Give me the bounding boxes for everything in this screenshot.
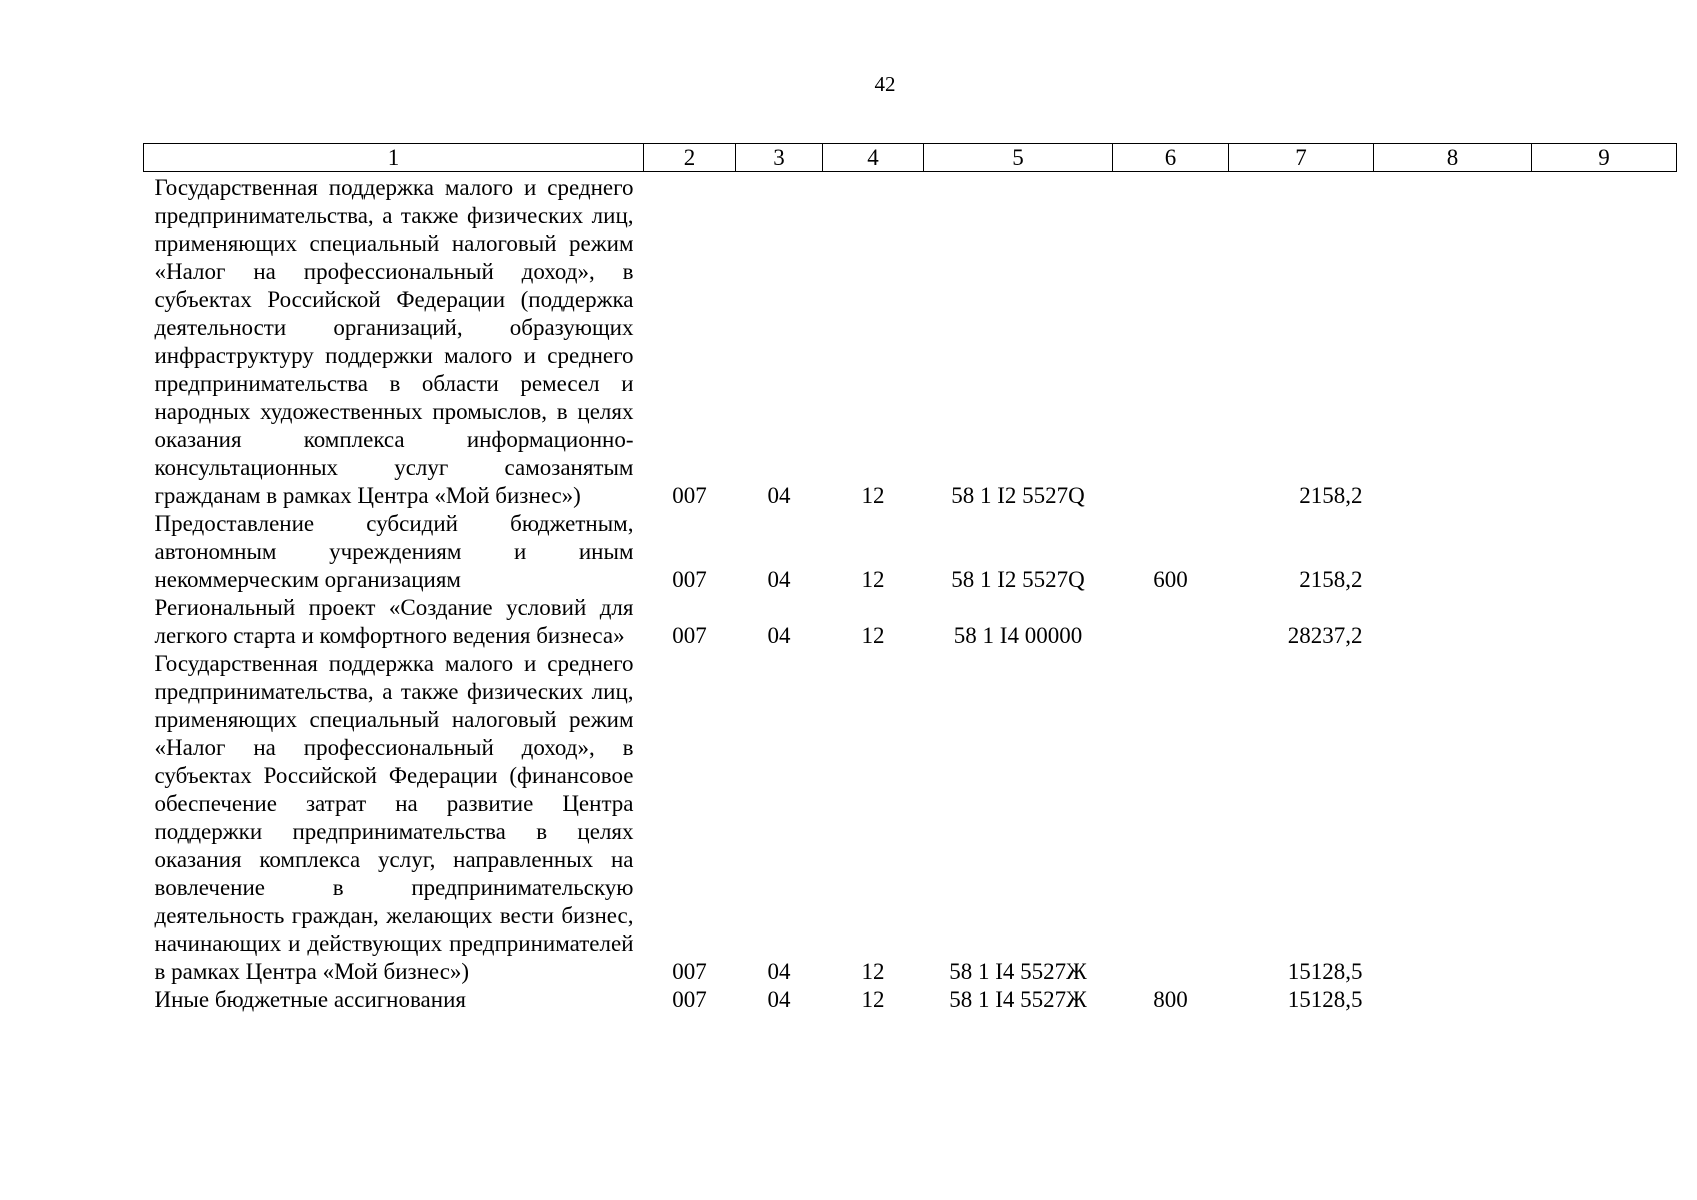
- expense-type-code: 800: [1153, 987, 1188, 1012]
- amount: 2158,2: [1299, 567, 1363, 592]
- column-9-cell: [1532, 510, 1677, 594]
- target-article-code: 58 1 I2 5527Q: [951, 483, 1085, 508]
- table-row: [144, 510, 1677, 594]
- table-row: [144, 172, 1677, 511]
- row-name: Государственная поддержка малого и среднего предпринимательства, а также физических лиц, применяющих специальный налоговый режим «Налог на профессиональный доход», в субъектах Российской Федерации (финансовое обеспечение затрат на развитие Центра поддержки предпринимательства в целях оказания комплекса услуг, направленных на вовлечение в предпринимательскую деятельность граждан, желающих вести бизнес, начинающих и действующих предпринимателей в рамках Центра «Мой бизнес»): [154, 651, 634, 984]
- column-9-cell: [1532, 172, 1677, 511]
- column-header: 1: [144, 144, 644, 172]
- column-8-cell: [1374, 172, 1532, 511]
- amount: 15128,5: [1287, 959, 1363, 984]
- column-number-header-row: [144, 144, 1677, 172]
- ministry-code: 007: [672, 567, 707, 592]
- target-article-code: 58 1 I2 5527Q: [951, 567, 1085, 592]
- subsection-code: 12: [861, 567, 885, 592]
- target-article-code: 58 1 I4 00000: [953, 623, 1083, 648]
- page-number: 42: [874, 72, 896, 96]
- column-9-cell: [1532, 594, 1677, 650]
- amount: 2158,2: [1299, 483, 1363, 508]
- subsection-code: 12: [861, 987, 885, 1012]
- expense-type-code: [1113, 172, 1229, 511]
- row-name: Иные бюджетные ассигнования: [154, 987, 466, 1012]
- table-row: [144, 650, 1677, 986]
- section-code: 04: [767, 959, 791, 984]
- column-8-cell: [1374, 986, 1532, 1014]
- ministry-code: 007: [672, 483, 707, 508]
- column-header: 6: [1113, 144, 1229, 172]
- amount: 28237,2: [1287, 623, 1363, 648]
- column-header: 9: [1532, 144, 1677, 172]
- target-article-code: 58 1 I4 5527Ж: [949, 987, 1087, 1012]
- column-header: 5: [924, 144, 1113, 172]
- column-8-cell: [1374, 594, 1532, 650]
- column-header: 3: [736, 144, 823, 172]
- target-article-code: 58 1 I4 5527Ж: [949, 959, 1087, 984]
- subsection-code: 12: [861, 959, 885, 984]
- row-name: Предоставление субсидий бюджетным, автономным учреждениям и иным некоммерческим организациям: [154, 511, 634, 592]
- column-8-cell: [1374, 510, 1532, 594]
- subsection-code: 12: [861, 623, 885, 648]
- section-code: 04: [767, 623, 791, 648]
- expense-type-code: [1113, 594, 1229, 650]
- section-code: 04: [767, 483, 791, 508]
- column-9-cell: [1532, 650, 1677, 986]
- column-8-cell: [1374, 650, 1532, 986]
- column-header: 2: [644, 144, 736, 172]
- column-header: 4: [823, 144, 924, 172]
- ministry-code: 007: [672, 987, 707, 1012]
- amount: 15128,5: [1287, 987, 1363, 1012]
- column-9-cell: [1532, 986, 1677, 1014]
- expense-type-code: [1113, 650, 1229, 986]
- section-code: 04: [767, 567, 791, 592]
- budget-table: [143, 143, 1677, 1014]
- ministry-code: 007: [672, 623, 707, 648]
- subsection-code: 12: [861, 483, 885, 508]
- row-name: Государственная поддержка малого и среднего предпринимательства, а также физических лиц, применяющих специальный налоговый режим «Налог на профессиональный доход», в субъектах Российской Федерации (поддержка деятельности организаций, образующих инфраструктуру поддержки малого и среднего предпринимательства в области ремесел и народных художественных промыслов, в целях оказания комплекса информационно-консультационных услуг самозанятым гражданам в рамках Центра «Мой бизнес»): [154, 175, 634, 508]
- column-header: 8: [1374, 144, 1532, 172]
- column-header: 7: [1229, 144, 1374, 172]
- ministry-code: 007: [672, 959, 707, 984]
- table-row: [144, 986, 1677, 1014]
- row-name: Региональный проект «Создание условий для легкого старта и комфортного ведения бизнеса»: [154, 595, 634, 648]
- table-row: [144, 594, 1677, 650]
- expense-type-code: 600: [1153, 567, 1188, 592]
- section-code: 04: [767, 987, 791, 1012]
